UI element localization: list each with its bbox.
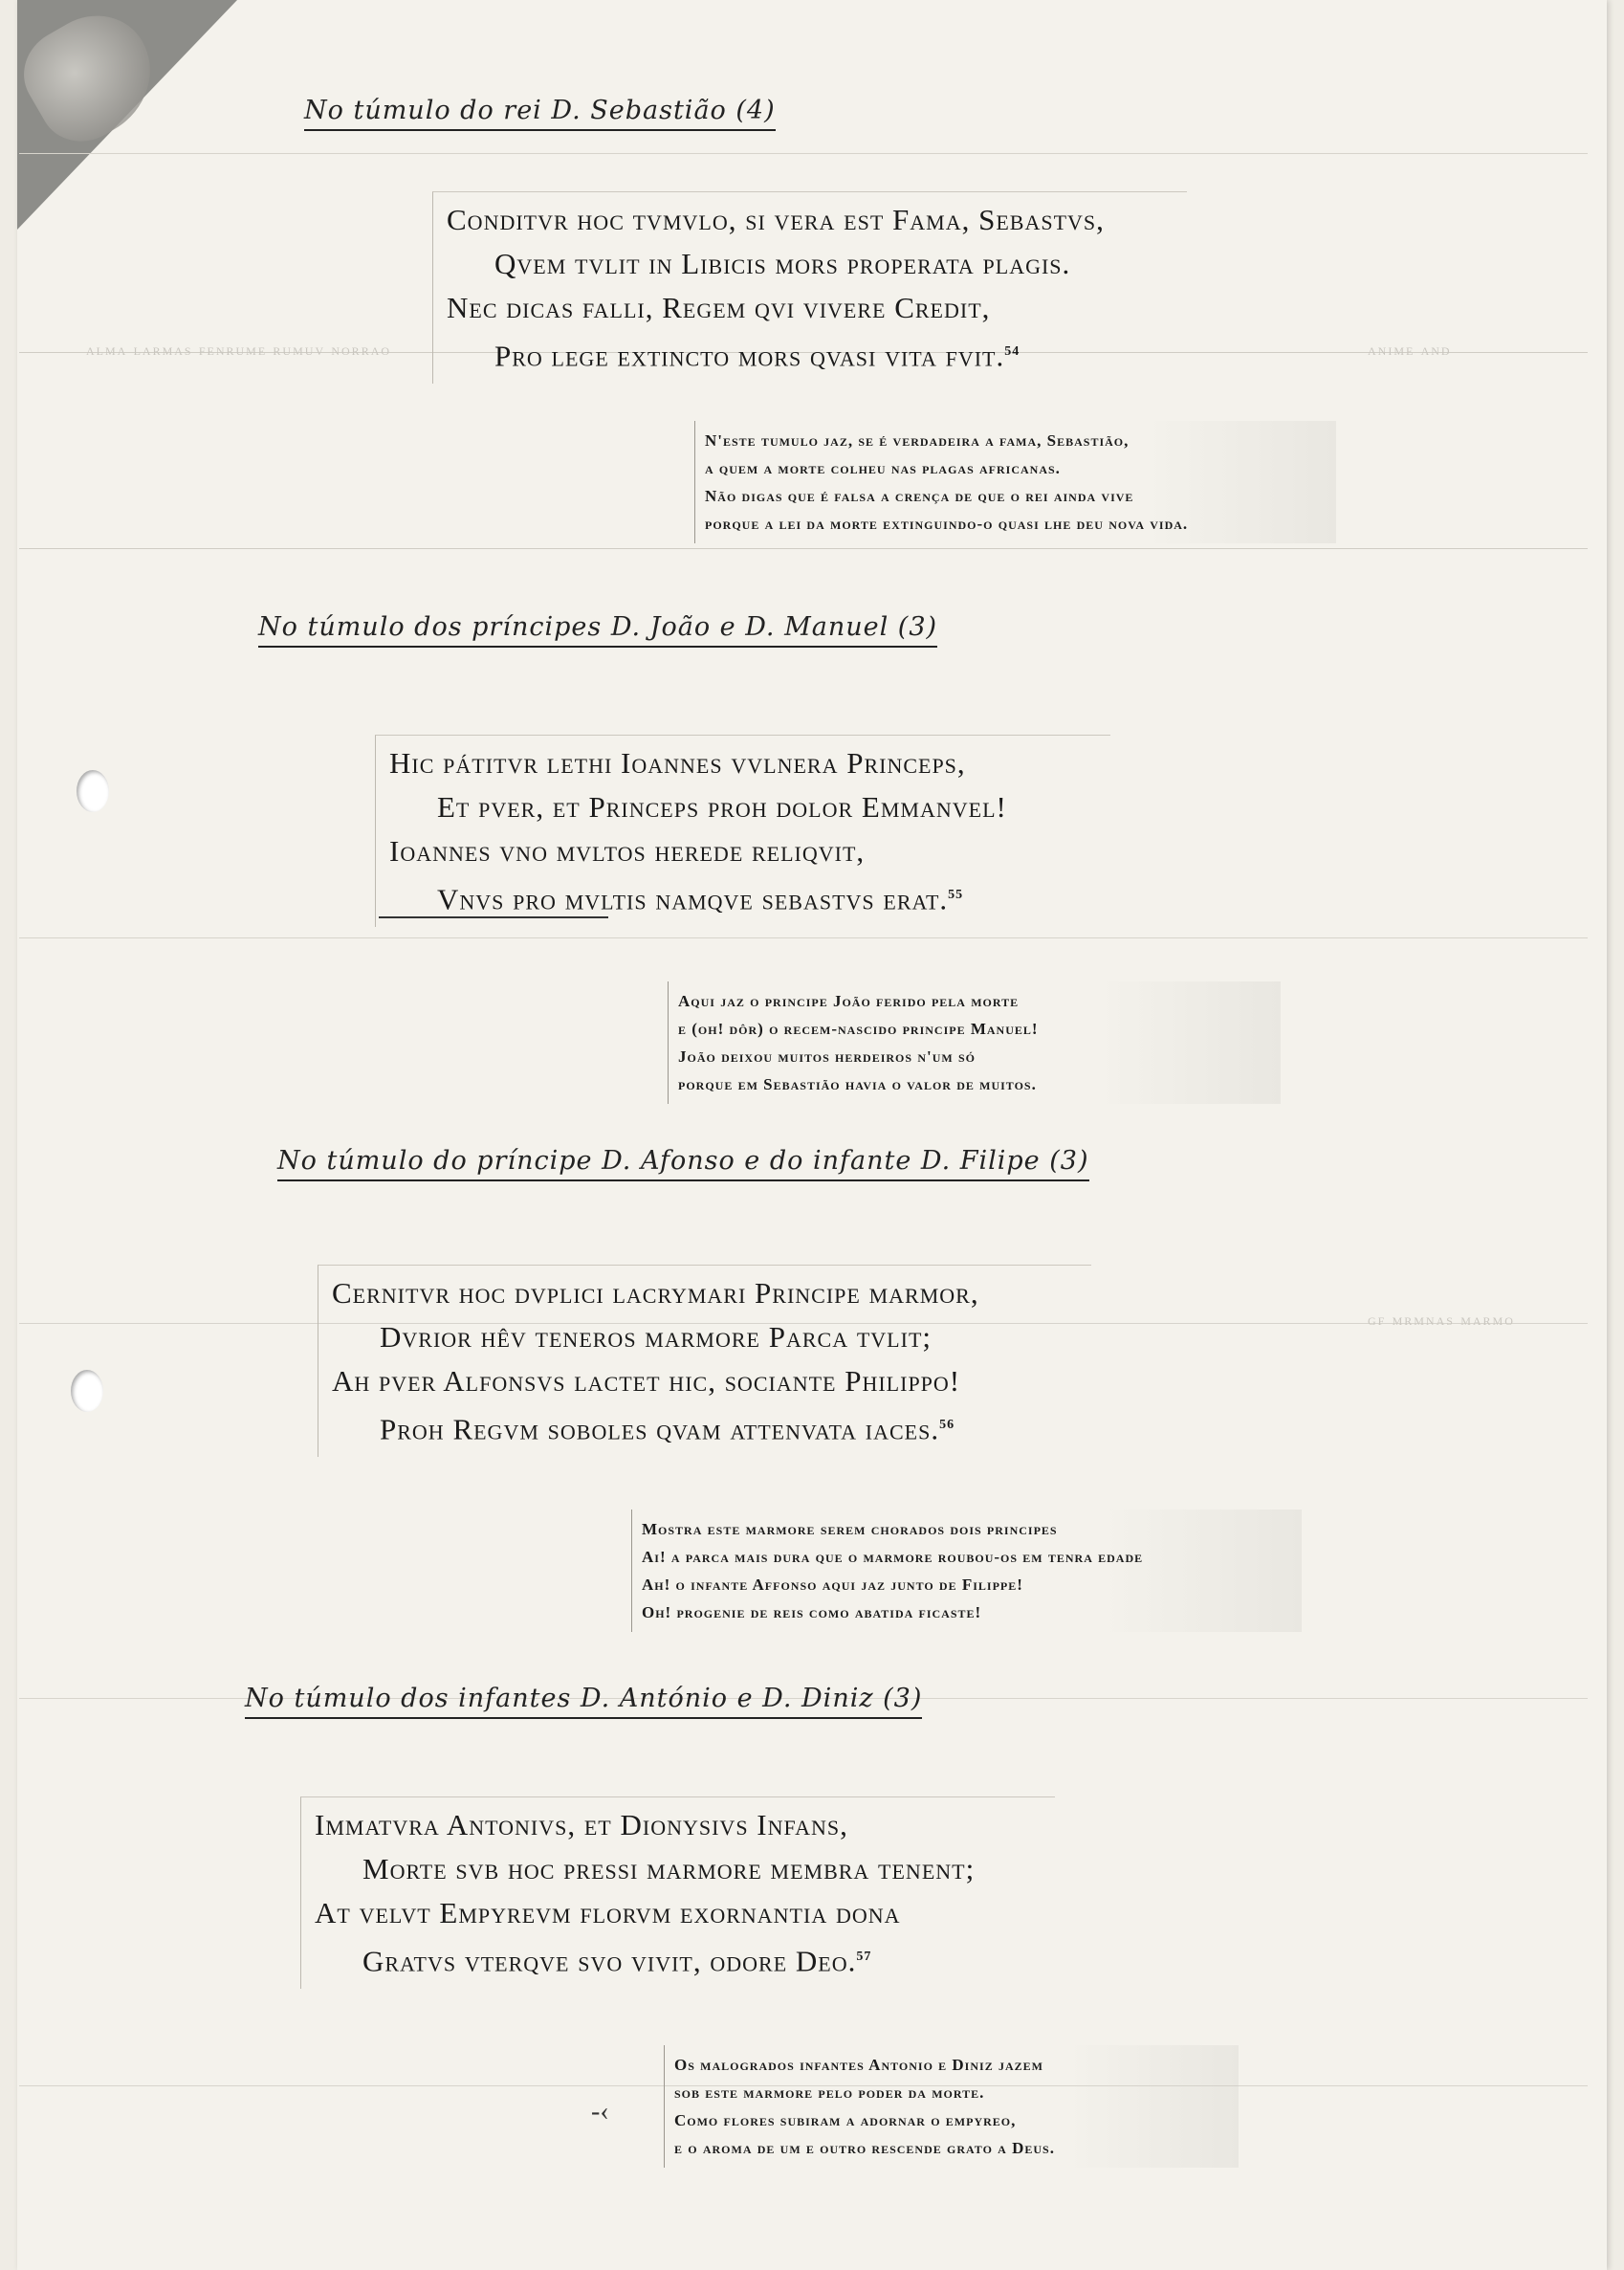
bleed-through-text: anime and bbox=[1368, 341, 1452, 359]
translation-line: porque em Sebastião havia o valor de muitos. bbox=[678, 1075, 1037, 1093]
latin-line: Nec dicas falli, Regem qvi vivere Credit, bbox=[447, 291, 991, 324]
latin-line: Cernitvr hoc dvplici lacrymari Principe marmor, bbox=[332, 1276, 979, 1310]
latin-line: Dvrior hêv teneros marmore Parca tvlit; bbox=[380, 1320, 932, 1354]
section-heading: No túmulo do príncipe D. Afonso e do infante D. Filipe (3) bbox=[277, 1146, 1089, 1181]
latin-line: Immatvra Antonivs, et Dionysivs Infans, bbox=[315, 1808, 848, 1841]
footnote-number: 54 bbox=[1004, 344, 1020, 359]
punch-hole-top bbox=[77, 770, 109, 812]
section-heading: No túmulo dos príncipes D. João e D. Manuel (3) bbox=[258, 612, 937, 648]
latin-line: Ioannes vno mvltos herede reliqvit, bbox=[389, 834, 866, 868]
translation-line: Como flores subiram a adornar o empyreo, bbox=[674, 2111, 1017, 2129]
footnote-number: 57 bbox=[856, 1950, 872, 1964]
punch-hole-bottom bbox=[71, 1370, 103, 1412]
portuguese-translation bbox=[694, 421, 1336, 543]
latin-epitaph bbox=[318, 1265, 1091, 1457]
translation-line: Os malogrados infantes Antonio e Diniz jazem bbox=[674, 2056, 1043, 2074]
translation-line: N'este tumulo jaz, se é verdadeira a fama, Sebastião, bbox=[705, 431, 1130, 450]
translation-line: Oh! progenie de reis como abatida ficaste! bbox=[642, 1603, 982, 1621]
section-heading: No túmulo do rei D. Sebastião (4) bbox=[304, 96, 776, 131]
translation-line: Aqui jaz o principe João ferido pela morte bbox=[678, 992, 1020, 1010]
portuguese-translation bbox=[631, 1510, 1302, 1632]
latin-line: At velvt Empyrevm florvm exornantia dona bbox=[315, 1896, 901, 1929]
translation-line: João deixou muitos herdeiros n'um só bbox=[678, 1047, 976, 1066]
latin-line: Conditvr hoc tvmvlo, si vera est Fama, Sebastvs, bbox=[447, 203, 1105, 236]
pen-mark: -‹ bbox=[591, 2097, 609, 2127]
section-heading: No túmulo dos infantes D. António e D. Diniz (3) bbox=[245, 1684, 922, 1719]
translation-line: a quem a morte colheu nas plagas africanas. bbox=[705, 459, 1061, 477]
faint-rule bbox=[19, 153, 1588, 154]
latin-line: Morte svb hoc pressi marmore membra tenent; bbox=[362, 1852, 976, 1885]
translation-line: Não digas que é falsa a crença de que o rei ainda vive bbox=[705, 487, 1134, 505]
bleed-through-text: alma larmas fenrume rumuv norrao bbox=[86, 341, 392, 359]
translation-line: Ah! o infante Affonso aqui jaz junto de Filippe! bbox=[642, 1576, 1023, 1594]
underline-stroke bbox=[379, 916, 608, 918]
latin-epitaph bbox=[375, 735, 1110, 927]
portuguese-translation bbox=[668, 981, 1281, 1104]
footnote-number: 56 bbox=[939, 1418, 955, 1432]
translation-line: e o aroma de um e outro rescende grato a Deus. bbox=[674, 2139, 1055, 2157]
latin-line: Gratvs vterqve svo vivit, odore Deo. bbox=[362, 1944, 857, 1978]
translation-line: Ai! a parca mais dura que o marmore roubou-os em tenra edade bbox=[642, 1548, 1144, 1566]
faint-rule bbox=[19, 548, 1588, 549]
latin-epitaph bbox=[300, 1796, 1055, 1989]
footnote-number: 55 bbox=[948, 888, 964, 902]
translation-line: porque a lei da morte extinguindo-o quasi lhe deu nova vida. bbox=[705, 515, 1189, 533]
latin-line: Pro lege extincto mors qvasi vita fvit. bbox=[494, 339, 1005, 373]
latin-line: Et pver, et Princeps proh dolor Emmanvel! bbox=[437, 790, 1007, 824]
translation-line: Mostra este marmore serem chorados dois principes bbox=[642, 1520, 1058, 1538]
bleed-through-text: gf mrmnas marmo bbox=[1368, 1311, 1515, 1329]
latin-line: Proh Regvm soboles qvam attenvata iaces. bbox=[380, 1412, 940, 1446]
translation-line: e (oh! dôr) o recem-nascido principe Manuel! bbox=[678, 1020, 1039, 1038]
faint-rule bbox=[19, 937, 1588, 938]
latin-line: Qvem tvlit in Libicis mors properata plagis. bbox=[494, 247, 1071, 280]
latin-epitaph bbox=[432, 191, 1187, 384]
latin-line: Ah pver Alfonsvs lactet hic, sociante Philippo! bbox=[332, 1364, 961, 1398]
latin-line: Vnvs pro mvltis namqve sebastvs erat. bbox=[437, 882, 949, 916]
portuguese-translation bbox=[664, 2045, 1239, 2168]
translation-line: sob este marmore pelo poder da morte. bbox=[674, 2083, 985, 2102]
latin-line: Hic pátitvr lethi Ioannes vvlnera Princeps, bbox=[389, 746, 966, 780]
